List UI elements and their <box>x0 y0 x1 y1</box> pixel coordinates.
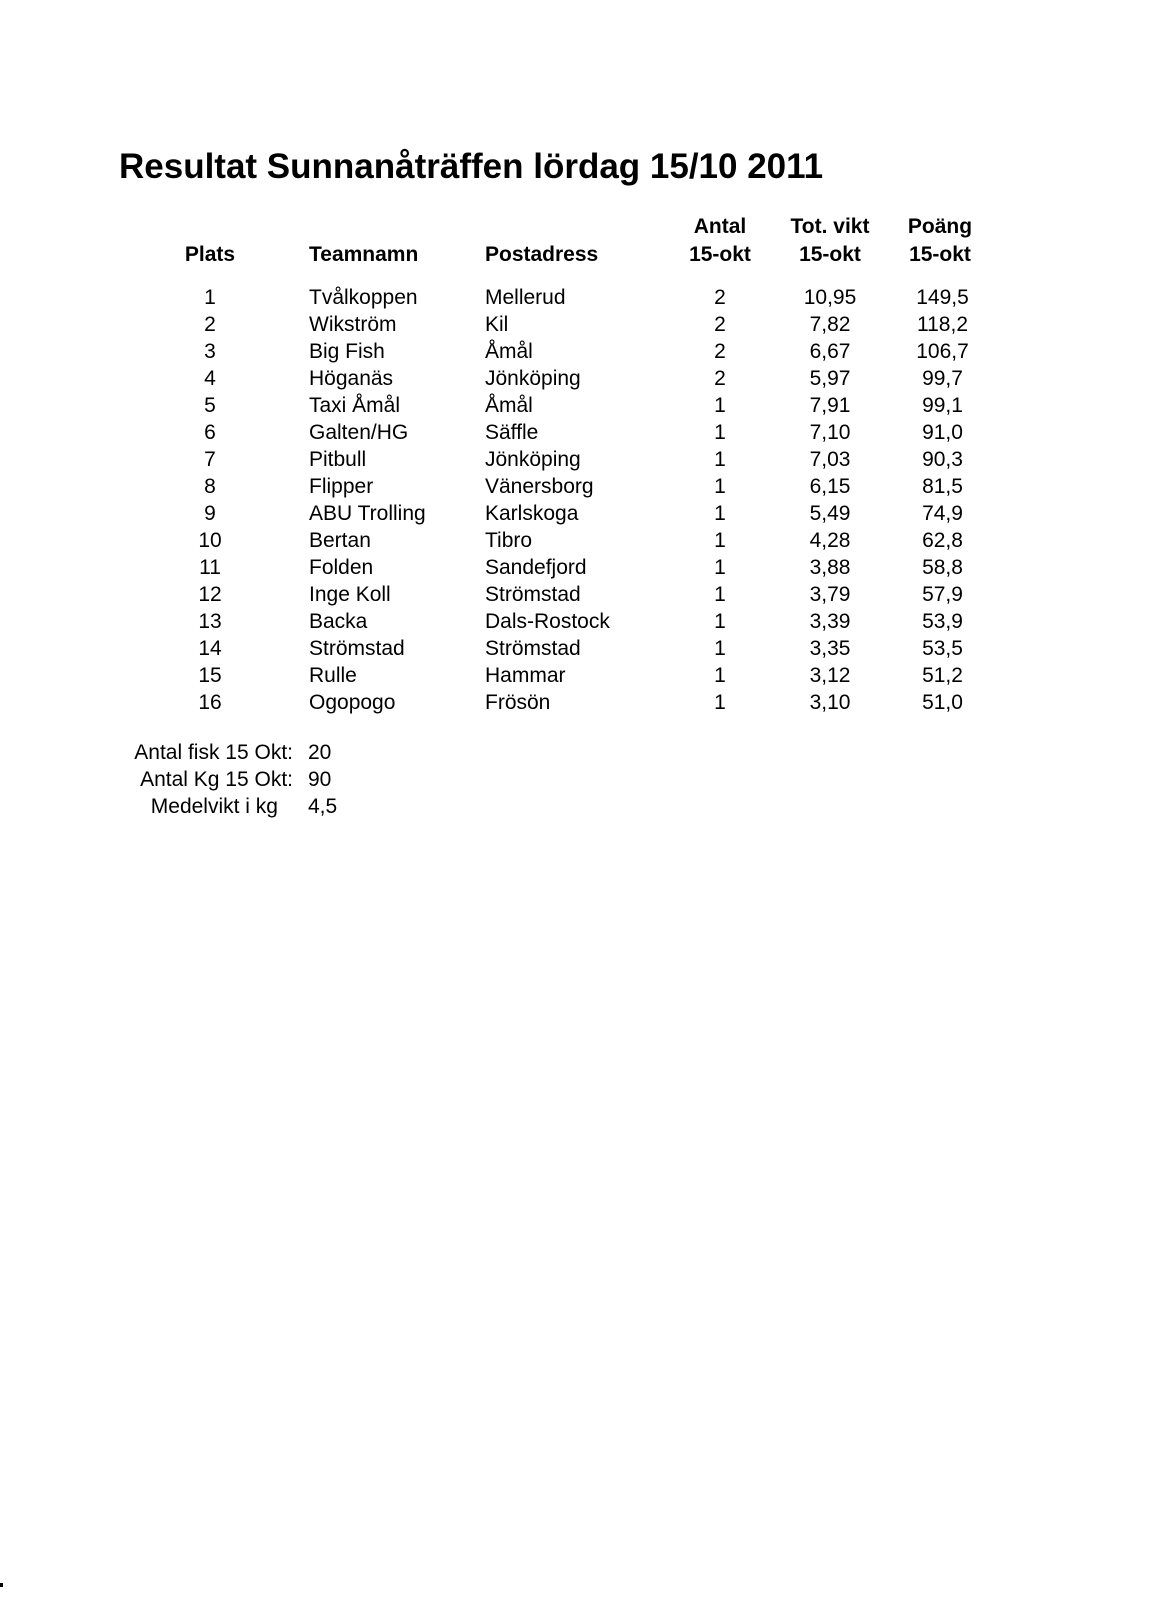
table-row <box>0 500 1165 527</box>
summary-row <box>0 793 400 820</box>
cell-vikt: 3,88 <box>809 556 851 579</box>
summary-row <box>0 766 400 793</box>
cell-vikt: 7,03 <box>809 448 851 471</box>
cell-teamnamn: Höganäs <box>309 367 394 390</box>
cell-postadress: Sandefjord <box>485 556 587 579</box>
cell-plats: 11 <box>199 556 221 579</box>
table-row <box>0 311 1165 338</box>
table-row <box>0 581 1165 608</box>
header-vikt-top: Tot. vikt <box>790 215 870 238</box>
cell-plats: 7 <box>204 448 216 471</box>
cell-plats: 2 <box>204 313 216 336</box>
table-row <box>0 662 1165 689</box>
cell-vikt: 7,91 <box>809 394 851 417</box>
cell-poang: 99,1 <box>922 394 963 417</box>
cell-poang: 149,5 <box>916 286 969 309</box>
cell-antal: 1 <box>714 502 726 525</box>
cell-postadress: Jönköping <box>485 448 581 471</box>
cell-plats: 6 <box>204 421 216 444</box>
cell-postadress: Hammar <box>485 664 566 687</box>
cell-antal: 2 <box>714 367 726 390</box>
header-antal-top: Antal <box>693 215 747 238</box>
table-row <box>0 554 1165 581</box>
cell-teamnamn: Inge Koll <box>309 583 391 606</box>
cell-vikt: 3,79 <box>809 583 851 606</box>
summary-value: 20 <box>308 741 332 764</box>
cell-teamnamn: Backa <box>309 610 368 633</box>
cell-teamnamn: Strömstad <box>309 637 405 660</box>
summary-value: 90 <box>308 768 332 791</box>
cell-poang: 106,7 <box>916 340 969 363</box>
cell-antal: 1 <box>714 448 726 471</box>
cell-postadress: Åmål <box>485 340 533 363</box>
table-row <box>0 635 1165 662</box>
cell-vikt: 4,28 <box>809 529 851 552</box>
cell-postadress: Kil <box>485 313 509 336</box>
table-row <box>0 689 1165 716</box>
cell-teamnamn: Tvålkoppen <box>309 286 418 309</box>
cell-antal: 2 <box>714 313 726 336</box>
cell-plats: 5 <box>204 394 216 417</box>
cell-vikt: 5,49 <box>809 502 851 525</box>
cell-plats: 16 <box>198 691 222 714</box>
cell-plats: 3 <box>204 340 216 363</box>
table-row <box>0 527 1165 554</box>
cell-teamnamn: Big Fish <box>309 340 385 363</box>
cell-antal: 1 <box>714 394 726 417</box>
summary-label: Antal Kg 15 Okt: <box>140 768 293 791</box>
cell-teamnamn: Pitbull <box>309 448 367 471</box>
table-row <box>0 608 1165 635</box>
header-vikt-bottom: 15-okt <box>799 243 861 266</box>
cell-antal: 1 <box>714 421 726 444</box>
cell-teamnamn: Taxi Åmål <box>309 394 401 417</box>
header-antal-bottom: 15-okt <box>689 243 751 266</box>
cell-poang: 118,2 <box>917 313 968 336</box>
cell-antal: 1 <box>714 664 726 687</box>
cell-poang: 53,5 <box>922 637 963 660</box>
cell-poang: 81,5 <box>922 475 963 498</box>
header-postadress: Postadress <box>485 243 599 266</box>
table-row <box>0 392 1165 419</box>
cell-poang: 74,9 <box>922 502 963 525</box>
cell-poang: 62,8 <box>922 529 963 552</box>
cell-poang: 51,2 <box>922 664 963 687</box>
table-row <box>0 446 1165 473</box>
page-title: Resultat Sunnanåträffen lördag 15/10 2011 <box>119 147 824 186</box>
summary-label: Medelvikt i kg <box>150 795 278 818</box>
cell-teamnamn: Ogopogo <box>309 691 396 714</box>
table-row <box>0 473 1165 500</box>
cell-plats: 13 <box>198 610 222 633</box>
cell-teamnamn: Galten/HG <box>309 421 409 444</box>
cell-poang: 58,8 <box>922 556 963 579</box>
cell-postadress: Säffle <box>485 421 539 444</box>
cell-postadress: Mellerud <box>485 286 566 309</box>
cell-teamnamn: Flipper <box>309 475 374 498</box>
cell-teamnamn: ABU Trolling <box>309 502 426 525</box>
cell-postadress: Åmål <box>485 394 533 417</box>
cell-antal: 1 <box>714 691 726 714</box>
cell-poang: 99,7 <box>922 367 963 390</box>
cell-postadress: Karlskoga <box>485 502 579 525</box>
cell-vikt: 6,67 <box>809 340 851 363</box>
cell-vikt: 3,35 <box>809 637 851 660</box>
cell-antal: 1 <box>714 637 726 660</box>
cell-postadress: Jönköping <box>485 367 581 390</box>
header-poang-top: Poäng <box>907 215 973 238</box>
cell-antal: 2 <box>714 340 726 363</box>
cell-vikt: 5,97 <box>809 367 851 390</box>
table-row <box>0 284 1165 311</box>
cell-vikt: 3,39 <box>809 610 851 633</box>
cell-plats: 12 <box>198 583 222 606</box>
cell-postadress: Strömstad <box>485 583 581 606</box>
cell-antal: 1 <box>714 475 726 498</box>
scan-speck <box>0 1583 3 1587</box>
cell-plats: 1 <box>204 286 216 309</box>
cell-vikt: 7,82 <box>809 313 851 336</box>
cell-antal: 1 <box>714 556 726 579</box>
cell-teamnamn: Folden <box>309 556 374 579</box>
cell-antal: 1 <box>714 529 726 552</box>
cell-vikt: 7,10 <box>809 421 851 444</box>
cell-postadress: Frösön <box>485 691 551 714</box>
cell-antal: 2 <box>714 286 726 309</box>
cell-vikt: 10,95 <box>803 286 857 309</box>
table-row <box>0 419 1165 446</box>
cell-vikt: 6,15 <box>809 475 851 498</box>
table-row <box>0 365 1165 392</box>
cell-postadress: Strömstad <box>485 637 581 660</box>
cell-postadress: Vänersborg <box>485 475 594 498</box>
cell-teamnamn: Bertan <box>309 529 371 552</box>
cell-antal: 1 <box>714 610 726 633</box>
cell-plats: 9 <box>204 502 216 525</box>
cell-teamnamn: Wikström <box>309 313 397 336</box>
cell-plats: 10 <box>198 529 222 552</box>
cell-postadress: Dals-Rostock <box>485 610 610 633</box>
cell-postadress: Tibro <box>485 529 533 552</box>
header-poang-bottom: 15-okt <box>909 243 971 266</box>
cell-plats: 8 <box>204 475 216 498</box>
cell-plats: 14 <box>198 637 222 660</box>
header-teamnamn: Teamnamn <box>309 243 419 266</box>
cell-poang: 51,0 <box>922 691 963 714</box>
cell-antal: 1 <box>714 583 726 606</box>
cell-poang: 90,3 <box>922 448 963 471</box>
cell-poang: 91,0 <box>922 421 963 444</box>
cell-vikt: 3,12 <box>809 664 851 687</box>
summary-label: Antal fisk 15 Okt: <box>134 741 293 764</box>
cell-teamnamn: Rulle <box>309 664 357 687</box>
summary-row <box>0 739 400 766</box>
cell-plats: 15 <box>198 664 222 687</box>
cell-plats: 4 <box>204 367 216 390</box>
cell-poang: 53,9 <box>922 610 963 633</box>
summary-value: 4,5 <box>308 795 338 818</box>
header-plats: Plats <box>184 243 236 266</box>
table-row <box>0 338 1165 365</box>
cell-vikt: 3,10 <box>809 691 851 714</box>
cell-poang: 57,9 <box>922 583 963 606</box>
